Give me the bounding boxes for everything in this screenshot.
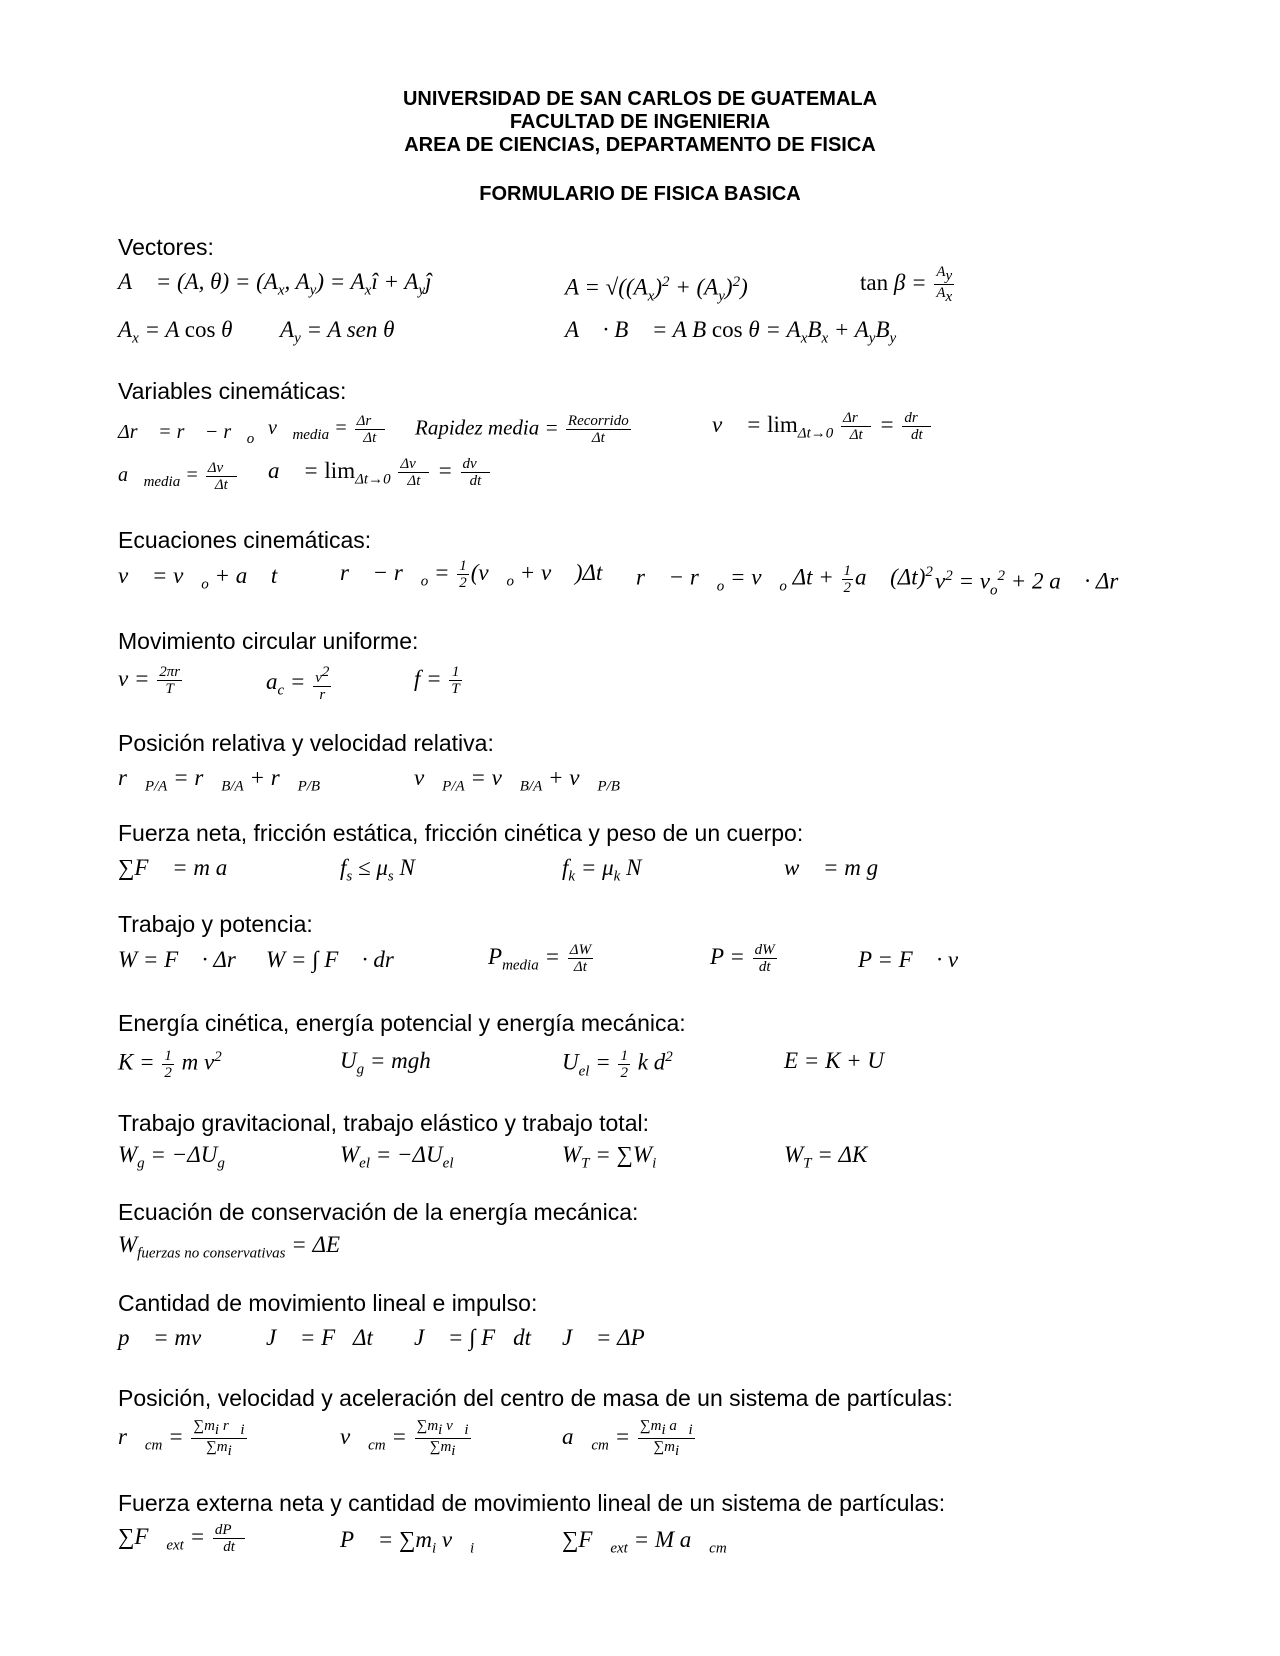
section-title-vectores: Vectores: (118, 234, 214, 260)
formula-kinetic-friction: $f_k = \mu_k$ N (562, 855, 642, 885)
formula-ax: $A_x = A$ cos θ (118, 317, 233, 347)
formula-impulse-integral: J⃗ = ∫ F⃗dt (414, 1325, 531, 1350)
formula-cm-position: $r⃗_{cm}$ = $\frac{\sum m_i r⃗_i}{\sum m_i}$ (118, 1418, 245, 1459)
formula-gravitational-work: $W_g = -\Delta U_g$ (118, 1142, 225, 1172)
formula-weight: w⃗ = m g⃗ (784, 855, 897, 880)
formula-vector-angle: tan β = $\frac{A_y}{A_x}$ (860, 264, 953, 305)
formula-gravitational-potential: $U_g$ = mgh (340, 1048, 431, 1078)
formula-velocity-squared: $v^2 = v_o^2 + 2$ a⃗ · Δr⃗ (935, 568, 1137, 599)
formula-power-instant: P = $\frac{dW}{dt}$ (710, 942, 775, 975)
formula-acceleration-limit: a⃗ = $\lim_{\Delta t\to 0}$ $\frac{\Delta v⃗}{\Delta t}$ = $\frac{dv⃗}{dt}$ (268, 456, 489, 489)
formula-cm-acceleration: $a⃗_{cm}$ = $\frac{\sum m_i a⃗_i}{\sum m_i}$ (562, 1418, 693, 1459)
formula-circular-speed: v = $\frac{2\pi r}{T}$ (118, 664, 181, 697)
formula-elastic-work: $W_{el} = -\Delta U_{el}$ (340, 1142, 454, 1172)
formula-v-media: $v⃗_{media}$ = $\frac{\Delta r⃗}{\Delta t}$ (268, 413, 383, 446)
formula-static-friction: $f_s \le \mu_s$ N (340, 855, 415, 885)
formula-impulse: J⃗ = F⃗Δt (266, 1325, 373, 1350)
section-title-trabajo-gravitacional: Trabajo gravitacional, trabajo elástico y trabajo total: (118, 1110, 649, 1136)
formula-dot-product: A⃗ · B⃗ = A B $\cos \theta = A_xB_x + A_yB_y$ (565, 317, 897, 347)
university-name: UNIVERSIDAD DE SAN CARLOS DE GUATEMALA (402, 88, 878, 110)
formula-a-media: $a⃗_{media}$ = $\frac{\Delta v⃗}{\Delta t}$ (118, 460, 235, 493)
section-title-movimiento-circular: Movimiento circular uniforme: (118, 628, 419, 654)
section-title-cantidad-movimiento: Cantidad de movimiento lineal e impulso: (118, 1290, 538, 1316)
formula-position-average: r⃗ − $r⃗_o$ = $\frac{1}{2}$ ($v⃗_o$ + v⃗ )Δt (340, 558, 603, 591)
formula-external-force-momentum: $\sum F⃗_{ext}$ = $\frac{dP⃗}{dt}$ (118, 1522, 244, 1555)
formula-external-force-cm: $\sum F⃗_{ext} = M$ $a⃗_{cm}$ (562, 1527, 727, 1557)
section-title-fuerza-externa: Fuerza externa neta y cantidad de movimiento lineal de un sistema de partículas: (118, 1490, 946, 1516)
section-title-centro-masa: Posición, velocidad y aceleración del centro de masa de un sistema de partículas: (118, 1385, 953, 1411)
section-title-conservacion-energia: Ecuación de conservación de la energía mecánica: (118, 1199, 639, 1225)
formula-velocity-time: v⃗ = $v⃗_o$ + a⃗ t (118, 563, 278, 593)
formula-centripetal-acceleration: $a_c$ = $\frac{v^2}{r}$ (266, 664, 330, 703)
section-title-ecuaciones-cinematicas: Ecuaciones cinemáticas: (118, 527, 372, 553)
formula-work-energy-theorem: $W_T = \Delta K$ (784, 1142, 868, 1172)
faculty-name: FACULTAD DE INGENIERIA (509, 111, 771, 133)
section-title-trabajo-potencia: Trabajo y potencia: (118, 911, 313, 937)
section-title-fuerza-neta: Fuerza neta, fricción estática, fricción cinética y peso de un cuerpo: (118, 820, 804, 846)
formula-power-average: $P_{media}$ = $\frac{\Delta W}{\Delta t}$ (488, 942, 592, 975)
formula-vector-magnitude: $A = √((A_x)^2 + (A_y)^2)$ (565, 274, 748, 305)
formula-impulse-momentum: J⃗ = ΔP⃗ (562, 1325, 663, 1350)
formula-kinetic-energy: K = $\frac{1}{2}$ m $v^2$ (118, 1047, 222, 1081)
formula-cm-velocity: $v⃗_{cm}$ = $\frac{\sum m_i v⃗_i}{\sum m_i}$ (340, 1418, 469, 1459)
formula-energy-conservation: $W_{fuerzas no conservativas} = \Delta E$ (118, 1232, 341, 1262)
formula-work: W = F⃗ · Δr⃗ (118, 947, 254, 972)
formula-newton-second-law: ∑F⃗ = m a⃗ (118, 855, 246, 880)
formula-mechanical-energy: E = K + U (784, 1048, 885, 1073)
formula-rapidez-media: Rapidez media = $\frac{\text{Recorrido}}{\Delta t}$ (415, 413, 629, 446)
formula-relative-position: $r⃗_{P/A}$ = $r⃗_{B/A}$ + $r⃗_{P/B}$ (118, 765, 321, 795)
formula-ay: $A_y = A$ sen θ (280, 317, 395, 347)
section-title-posicion-relativa: Posición relativa y velocidad relativa: (118, 730, 494, 756)
formula-frequency: f = $\frac{1}{T}$ (414, 664, 460, 697)
formula-system-momentum: P⃗ = $\sum m_i$ $v⃗_i$ (340, 1527, 475, 1557)
formula-momentum: p⃗ = mv⃗ (118, 1325, 220, 1350)
formula-total-work-sum: $W_T = \sum W_i$ (562, 1142, 657, 1172)
department-name: AREA DE CIENCIAS, DEPARTAMENTO DE FISICA (404, 134, 876, 156)
formula-relative-velocity: $v⃗_{P/A}$ = $v⃗_{B/A}$ + $v⃗_{P/B}$ (414, 765, 620, 795)
document-title: FORMULARIO DE FISICA BASICA (479, 183, 801, 205)
section-title-energia: Energía cinética, energía potencial y energía mecánica: (118, 1010, 686, 1036)
formula-velocity-limit: v⃗ = $\lim_{\Delta t\to 0}$ $\frac{\Delta r⃗}{\Delta t}$ = $\frac{dr⃗}{dt}$ (712, 410, 930, 443)
formula-position-time: r⃗ − $r⃗_o$ = $v⃗_o$ Δt + $\frac{1}{2}$ a⃗ $(\Delta t)^2$ (636, 562, 933, 596)
section-title-variables-cinematicas: Variables cinemáticas: (118, 378, 347, 404)
formula-power-velocity: P = F⃗ · v⃗ (858, 947, 976, 972)
formula-work-integral: W = ∫ F⃗ · dr⃗ (266, 947, 412, 972)
formula-elastic-potential: $U_{el}$ = $\frac{1}{2}$ k $d^2$ (562, 1047, 673, 1081)
formula-displacement: Δr⃗ = r⃗ − $r⃗_o$ (118, 421, 255, 447)
formula-vector-components: A⃗ = (A, $\theta) = (A_x$, $A_y$) = $A_xî$ + $A_yĵ$ (118, 269, 432, 299)
